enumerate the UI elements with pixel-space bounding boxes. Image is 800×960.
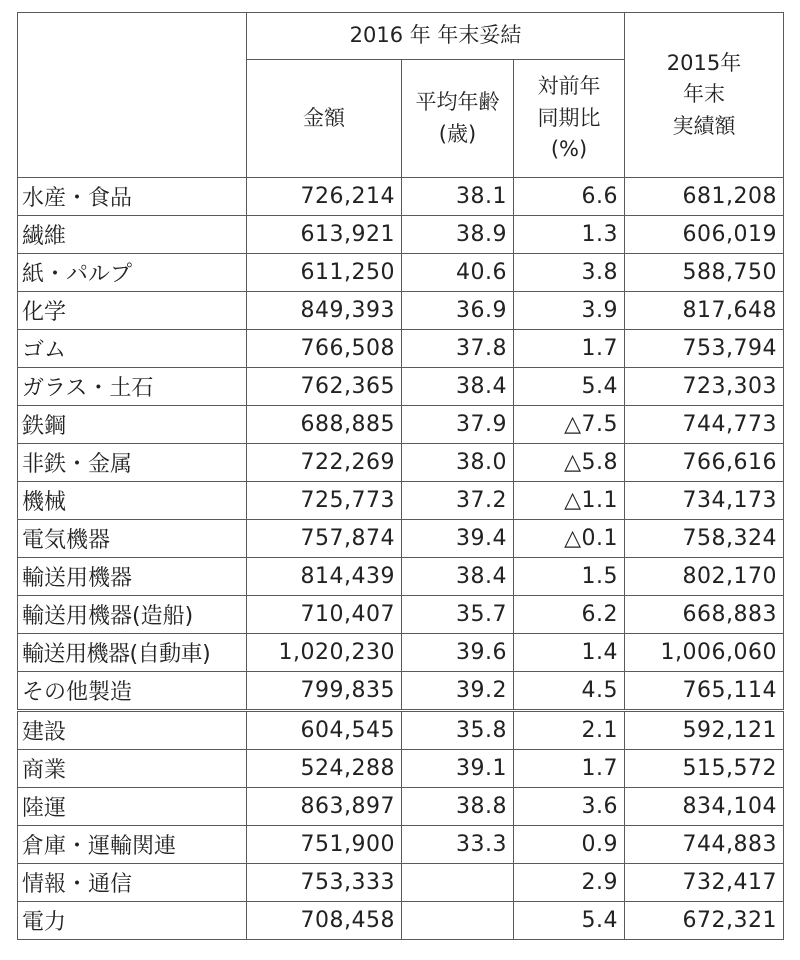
age-cell: 37.2 [402, 482, 514, 520]
prev-year-header [625, 13, 784, 178]
prev-cell: 592,121 [625, 711, 784, 750]
amount-cell: 726,214 [247, 178, 402, 216]
table-row [18, 864, 784, 902]
table-row [18, 254, 784, 292]
age-cell: 38.8 [402, 788, 514, 826]
prev-cell: 766,616 [625, 444, 784, 482]
industry-cell: 機械 [18, 482, 247, 520]
yoy-cell: 3.8 [514, 254, 625, 292]
prev-cell: 672,321 [625, 902, 784, 940]
industry-cell: 輸送用機器(自動車) [18, 634, 247, 672]
yoy-header-line3: (%) [550, 137, 588, 162]
table-row [18, 368, 784, 406]
table-row [18, 406, 784, 444]
age-cell: 39.1 [402, 750, 514, 788]
table-row [18, 178, 784, 216]
industry-cell: 紙・パルプ [18, 254, 247, 292]
avg-age-header [402, 60, 514, 178]
industry-cell: その他製造 [18, 672, 247, 711]
table-row [18, 330, 784, 368]
prev-cell: 515,572 [625, 750, 784, 788]
bonus-table-container [17, 12, 784, 940]
industry-cell: ゴム [18, 330, 247, 368]
prev-cell: 1,006,060 [625, 634, 784, 672]
age-cell: 33.3 [402, 826, 514, 864]
table-body [18, 178, 784, 940]
age-cell: 40.6 [402, 254, 514, 292]
age-cell: 36.9 [402, 292, 514, 330]
industry-cell: 電力 [18, 902, 247, 940]
yoy-cell: 4.5 [514, 672, 625, 711]
prev-cell: 744,773 [625, 406, 784, 444]
yoy-cell: 5.4 [514, 368, 625, 406]
amount-cell: 725,773 [247, 482, 402, 520]
industry-cell: 輸送用機器 [18, 558, 247, 596]
age-cell: 38.1 [402, 178, 514, 216]
industry-header-cell [18, 13, 247, 178]
prev-header-line1: 2015年 [666, 50, 742, 75]
table-row [18, 292, 784, 330]
yoy-header-line1: 対前年 [537, 74, 601, 99]
age-cell: 39.6 [402, 634, 514, 672]
prev-cell: 758,324 [625, 520, 784, 558]
yoy-cell: △7.5 [514, 406, 625, 444]
amount-cell: 753,333 [247, 864, 402, 902]
yoy-cell: △0.1 [514, 520, 625, 558]
table-row [18, 482, 784, 520]
age-cell: 38.0 [402, 444, 514, 482]
yoy-cell: 6.6 [514, 178, 625, 216]
yoy-cell: 2.1 [514, 711, 625, 750]
table-row [18, 788, 784, 826]
industry-cell: 倉庫・運輸関連 [18, 826, 247, 864]
amount-cell: 722,269 [247, 444, 402, 482]
prev-cell: 606,019 [625, 216, 784, 254]
amount-cell: 688,885 [247, 406, 402, 444]
table-row [18, 558, 784, 596]
prev-cell: 765,114 [625, 672, 784, 711]
yoy-cell: 6.2 [514, 596, 625, 634]
industry-cell: 化学 [18, 292, 247, 330]
amount-cell: 762,365 [247, 368, 402, 406]
table-row [18, 520, 784, 558]
yoy-cell: 3.9 [514, 292, 625, 330]
table-row [18, 596, 784, 634]
amount-cell: 799,835 [247, 672, 402, 711]
industry-cell: 電気機器 [18, 520, 247, 558]
yoy-cell: 1.5 [514, 558, 625, 596]
yoy-cell: 1.7 [514, 330, 625, 368]
industry-cell: 陸運 [18, 788, 247, 826]
amount-cell: 863,897 [247, 788, 402, 826]
yoy-cell: 0.9 [514, 826, 625, 864]
yoy-cell: 1.4 [514, 634, 625, 672]
yoy-cell: 5.4 [514, 902, 625, 940]
age-cell: 39.2 [402, 672, 514, 711]
prev-cell: 681,208 [625, 178, 784, 216]
industry-cell: ガラス・土石 [18, 368, 247, 406]
amount-cell: 757,874 [247, 520, 402, 558]
table-row [18, 711, 784, 750]
bonus-table [17, 12, 784, 940]
age-cell: 37.8 [402, 330, 514, 368]
yoy-cell: 3.6 [514, 788, 625, 826]
age-cell: 38.4 [402, 558, 514, 596]
prev-cell: 588,750 [625, 254, 784, 292]
age-cell: 38.9 [402, 216, 514, 254]
amount-cell: 766,508 [247, 330, 402, 368]
prev-cell: 744,883 [625, 826, 784, 864]
industry-cell: 非鉄・金属 [18, 444, 247, 482]
prev-cell: 734,173 [625, 482, 784, 520]
prev-cell: 732,417 [625, 864, 784, 902]
table-row [18, 216, 784, 254]
group-2016-header: 2016 年 年末妥結 [247, 13, 625, 60]
industry-cell: 水産・食品 [18, 178, 247, 216]
amount-cell: 604,545 [247, 711, 402, 750]
prev-cell: 802,170 [625, 558, 784, 596]
prev-cell: 668,883 [625, 596, 784, 634]
amount-header: 金額 [247, 60, 402, 178]
amount-cell: 751,900 [247, 826, 402, 864]
table-row [18, 826, 784, 864]
amount-cell: 613,921 [247, 216, 402, 254]
industry-cell: 鉄鋼 [18, 406, 247, 444]
age-cell: 39.4 [402, 520, 514, 558]
prev-cell: 723,303 [625, 368, 784, 406]
table-row [18, 634, 784, 672]
yoy-cell: 1.7 [514, 750, 625, 788]
table-row [18, 672, 784, 711]
prev-cell: 753,794 [625, 330, 784, 368]
industry-cell: 情報・通信 [18, 864, 247, 902]
amount-cell: 814,439 [247, 558, 402, 596]
table-row [18, 444, 784, 482]
prev-cell: 817,648 [625, 292, 784, 330]
industry-cell: 建設 [18, 711, 247, 750]
table-row [18, 902, 784, 940]
industry-cell: 輸送用機器(造船) [18, 596, 247, 634]
table-header [18, 13, 784, 178]
yoy-cell: △1.1 [514, 482, 625, 520]
age-cell [402, 902, 514, 940]
avg-age-header-line2: (歳) [438, 121, 477, 146]
age-cell [402, 864, 514, 902]
yoy-cell: △5.8 [514, 444, 625, 482]
industry-cell: 繊維 [18, 216, 247, 254]
prev-cell: 834,104 [625, 788, 784, 826]
prev-header-line3: 実績額 [672, 113, 736, 138]
age-cell: 37.9 [402, 406, 514, 444]
age-cell: 35.8 [402, 711, 514, 750]
yoy-header-line2: 同期比 [537, 105, 601, 130]
yoy-cell: 1.3 [514, 216, 625, 254]
amount-cell: 708,458 [247, 902, 402, 940]
amount-cell: 710,407 [247, 596, 402, 634]
age-cell: 35.7 [402, 596, 514, 634]
prev-header-line2: 年末 [683, 82, 726, 107]
age-cell: 38.4 [402, 368, 514, 406]
amount-cell: 849,393 [247, 292, 402, 330]
amount-cell: 1,020,230 [247, 634, 402, 672]
yoy-cell: 2.9 [514, 864, 625, 902]
industry-cell: 商業 [18, 750, 247, 788]
amount-cell: 524,288 [247, 750, 402, 788]
avg-age-header-line1: 平均年齢 [415, 90, 500, 114]
table-row [18, 750, 784, 788]
amount-cell: 611,250 [247, 254, 402, 292]
yoy-header [514, 60, 625, 178]
